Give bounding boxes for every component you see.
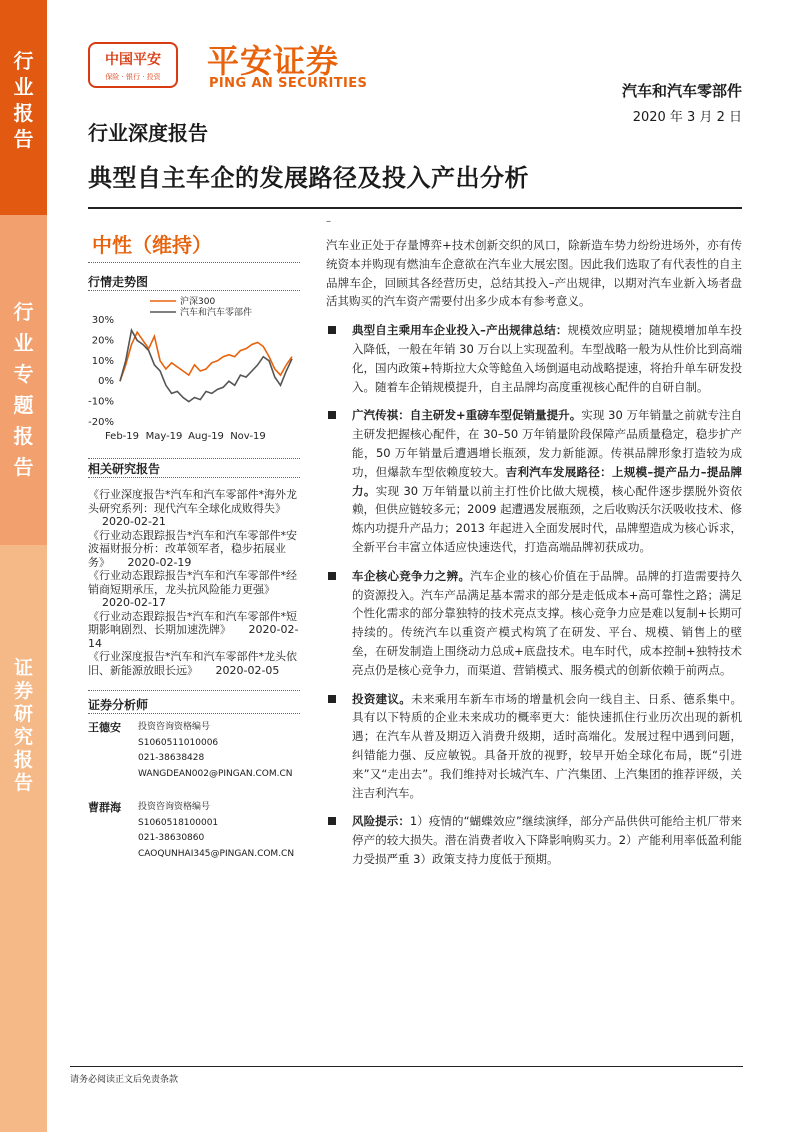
side-tab-char: 业 xyxy=(13,331,34,355)
x-tick-label: Aug-19 xyxy=(188,431,224,442)
side-tab-char: 报 xyxy=(13,424,34,448)
y-tick-label: 20% xyxy=(91,335,114,347)
side-tab-char: 专 xyxy=(13,362,34,386)
bullet-square-icon xyxy=(328,326,336,334)
series-line-1 xyxy=(120,330,292,401)
bullet-investment-advice xyxy=(326,690,742,803)
bullet-title: 车企核心竞争力之辨。 xyxy=(352,568,471,583)
bullet-text: 规模效应明显；随规模增加单车投入降低，一般在年销 30 万台以上实现盈利。车型战略一般为从性价比到高端化，国内政策+特斯拉大众等鲶鱼入场倒逼电动战略提速，将抬升单车研发投入。随着车企销规模提升，自主品牌均高度重视核心配件的自研自制。 xyxy=(352,323,742,394)
analyst-email[interactable]: WANGDEAN002@PINGAN.COM.CN xyxy=(138,768,293,779)
report-type: 行业深度报告 xyxy=(88,121,208,145)
ping-an-securities-logo-sub: PING AN SECURITIES xyxy=(209,76,368,91)
side-tab-industry-special-report xyxy=(0,215,47,545)
bullet-square-icon xyxy=(328,695,336,703)
side-tab-char: 研 xyxy=(13,703,33,725)
divider xyxy=(88,458,300,459)
bullet-competitiveness xyxy=(326,567,742,680)
bullet-text: 1）疫情的“蝴蝶效应”继续演绎，部分产品供供可能给主机厂带来停产的较大损失。潜在消费者收入下降影响购买力。2）产能利用率低盈利能力受损严重 3）政策支持力度低于预期。 xyxy=(352,814,742,866)
bullet-text: 未来乘用车新车市场的增量机会向一线自主、日系、德系集中。具有以下特质的企业未来成功的概率更大：能快速抓住行业历次出现的新机遇；在汽车从普及期迈入消费升级期，适时高端化。发展过程中遇到问题，纠错能力强、反应敏锐。具备开放的视野，较早开始全球化布局，既“引进来”又“走出去”。我们维持对长城汽车、广汽集团、上汽集团的推荐评级，关注吉利汽车。 xyxy=(352,691,742,800)
divider xyxy=(88,262,300,263)
side-tab-char: 究 xyxy=(13,726,33,748)
side-tab-char: 告 xyxy=(13,772,33,794)
related-report-title: 《行业深度报告*汽车和汽车零部件*海外龙头研究系列：现代汽车全球化成败得失》 xyxy=(88,488,297,515)
chart-section-title: 行情走势图 xyxy=(88,275,149,289)
report-date: 2020 年 3 月 2 日 xyxy=(632,110,742,125)
side-tab-industry-report xyxy=(0,0,47,215)
market-trend-chart xyxy=(88,290,300,450)
y-tick-label: 0% xyxy=(98,376,114,388)
related-reports-list xyxy=(88,488,300,677)
side-tab-char: 报 xyxy=(13,101,34,125)
series-line-0 xyxy=(120,332,292,381)
related-report-date: 2020-02-05 xyxy=(215,663,280,677)
footer-divider xyxy=(70,1066,743,1067)
related-report-date: 2020-02-19 xyxy=(127,555,192,569)
footer-disclaimer: 请务必阅读正文后免责条款 xyxy=(70,1075,179,1085)
side-tab-char: 题 xyxy=(13,393,34,417)
analyst-section-title: 证券分析师 xyxy=(88,698,149,712)
divider xyxy=(88,713,300,714)
bullet-title: 典型自主乘用车企业投入–产出规律总结： xyxy=(352,323,568,338)
related-report-title: 《行业动态跟踪报告*汽车和汽车零部件*短期影响剧烈、长期加速洗牌》 xyxy=(88,609,297,636)
summary-body xyxy=(326,236,742,869)
logo-box-sub: 保险 · 银行 · 投资 xyxy=(105,72,161,81)
legend-label: 汽车和汽车零部件 xyxy=(180,308,253,318)
bullet-text: 汽车企业的核心价值在于品牌。品牌的打造需要持久的资源投入。汽车产品满足基本需求的部分是走低成本+高可靠性之路；满足个性化需求的部分靠独特的技术亮点支撑。核心竞争力应是难以复制+长期可持续的。传统汽车以重资产模式构筑了在研发、平台、规模、销售上的壁垒，在研发制造上围绕动力总成+底盘技术。电车时代，成本控制+独特技术亮点仍是核心竞争力，而渠道、营销模式、服务模式的创新依赖于前两点。 xyxy=(352,568,742,677)
x-tick-label: Feb-19 xyxy=(104,431,140,442)
logo-box-text: 中国平安 xyxy=(105,51,161,68)
related-report-date: 2020-02-21 xyxy=(102,515,166,528)
side-tab-char: 证 xyxy=(13,657,33,679)
related-report[interactable] xyxy=(88,650,300,677)
summary-dash: – xyxy=(326,216,331,227)
bullet-title: 吉利汽车发展路径：上规模–提产品力–提品牌力。 xyxy=(352,464,743,498)
bullet-square-icon xyxy=(328,817,336,825)
related-report-date: 2020-02-14 xyxy=(88,623,299,650)
related-report[interactable] xyxy=(88,488,300,529)
analyst-phone: 021-38638428 xyxy=(138,753,205,763)
y-tick-label: 10% xyxy=(91,355,114,367)
related-report[interactable] xyxy=(88,569,300,610)
side-tab-char: 报 xyxy=(13,749,33,771)
bullet-text: 实现 30 万年销量以前主打性价比做大规模，核心配件逐步摆脱外资依赖，但供应链较多元；2009 起遭遇发展瓶颈，之后收购沃尔沃吸收技术、修炼内功提升产品力；2013 年起进入全面发展时代，品牌塑造成为核心诉求，全新平台丰富立体适应快速迭代，打造高端品牌初获成功。 xyxy=(352,483,743,554)
bullet-risk xyxy=(326,812,742,868)
bullet-square-icon xyxy=(328,572,336,580)
industry-label: 汽车和汽车零部件 xyxy=(621,82,742,100)
side-tab-char: 告 xyxy=(13,455,34,479)
side-tab-char: 行 xyxy=(13,49,34,73)
analyst-cert-label: 投资咨询资格编号 xyxy=(138,722,211,732)
analyst-name: 王德安 xyxy=(88,721,121,734)
analyst-email[interactable]: CAOQUNHAI345@PINGAN.COM.CN xyxy=(138,848,295,859)
bullet-text: 实现 30 万年销量之前就专注自主研发把握核心配件，在 30–50 万年销量阶段保障产品质量稳定，稳步扩产能，50 万年销量后遭遇增长瓶颈，发力新能源。传祺品牌形象打造较为成功，但爆款车型依赖度较大。 xyxy=(352,408,742,479)
ping-an-securities-logo: 平安证券 xyxy=(207,42,340,80)
bullet-title: 投资建议。 xyxy=(352,691,412,706)
bullet-title: 风险提示： xyxy=(352,814,410,829)
analyst-cert-label: 投资咨询资格编号 xyxy=(138,802,211,812)
related-report-title: 《行业动态跟踪报告*汽车和汽车零部件*安波福财报分析：改革领军者，稳步拓展业务》 xyxy=(88,528,297,569)
divider xyxy=(88,690,300,691)
analyst-name: 曹群海 xyxy=(88,801,121,814)
side-tab-char: 行 xyxy=(13,300,34,324)
legend-label: 沪深300 xyxy=(180,297,216,307)
related-report[interactable] xyxy=(88,610,300,651)
related-report[interactable] xyxy=(88,529,300,570)
y-tick-label: 30% xyxy=(91,315,114,326)
analyst-cert: S1060518100001 xyxy=(138,817,219,828)
related-report-title: 《行业动态跟踪报告*汽车和汽车零部件*经销商短期承压，龙头抗风险能力更强》 xyxy=(88,569,297,596)
side-tab-char: 券 xyxy=(13,680,33,702)
analyst-cert: S1060511010006 xyxy=(138,737,219,748)
x-tick-label: May-19 xyxy=(145,431,183,442)
analyst-phone: 021-38630860 xyxy=(138,833,205,843)
bullet-gac xyxy=(326,406,742,556)
rating-badge: 中性（维持） xyxy=(92,233,212,257)
bullet-title: 广汽传祺：自主研发+重磅车型促销量提升。 xyxy=(352,408,582,423)
side-tab-securities-research xyxy=(0,545,47,1132)
bullet-square-icon xyxy=(328,411,336,419)
ping-an-group-logo xyxy=(88,42,178,88)
related-report-title: 《行业深度报告*汽车和汽车零部件*龙头依旧、新能源放眼长远》 xyxy=(88,650,297,677)
divider xyxy=(88,477,300,478)
page-title: 典型自主车企的发展路径及投入产出分析 xyxy=(88,164,529,192)
intro-paragraph: 汽车业正处于存量博弈+技术创新交织的风口，除新造车势力纷纷进场外，亦有传统资本并购现有燃油车企意欲在汽车业大展宏图。因此我们选取了有代表性的自主品牌车企，回顾其各经营历史，总结其投入–产出规律，以期对汽车业新入场者盘活其购买的汽车资产需要付出多少成本有参考意义。 xyxy=(326,238,742,309)
related-section-title: 相关研究报告 xyxy=(88,462,161,476)
bullet-summary xyxy=(326,321,742,396)
y-tick-label: -20% xyxy=(88,417,114,428)
x-tick-label: Nov-19 xyxy=(230,431,266,442)
title-divider xyxy=(88,207,742,209)
related-report-date: 2020-02-17 xyxy=(102,596,166,609)
side-tab-char: 业 xyxy=(13,75,34,99)
y-tick-label: -10% xyxy=(88,396,114,408)
side-tab-char: 告 xyxy=(13,127,34,151)
